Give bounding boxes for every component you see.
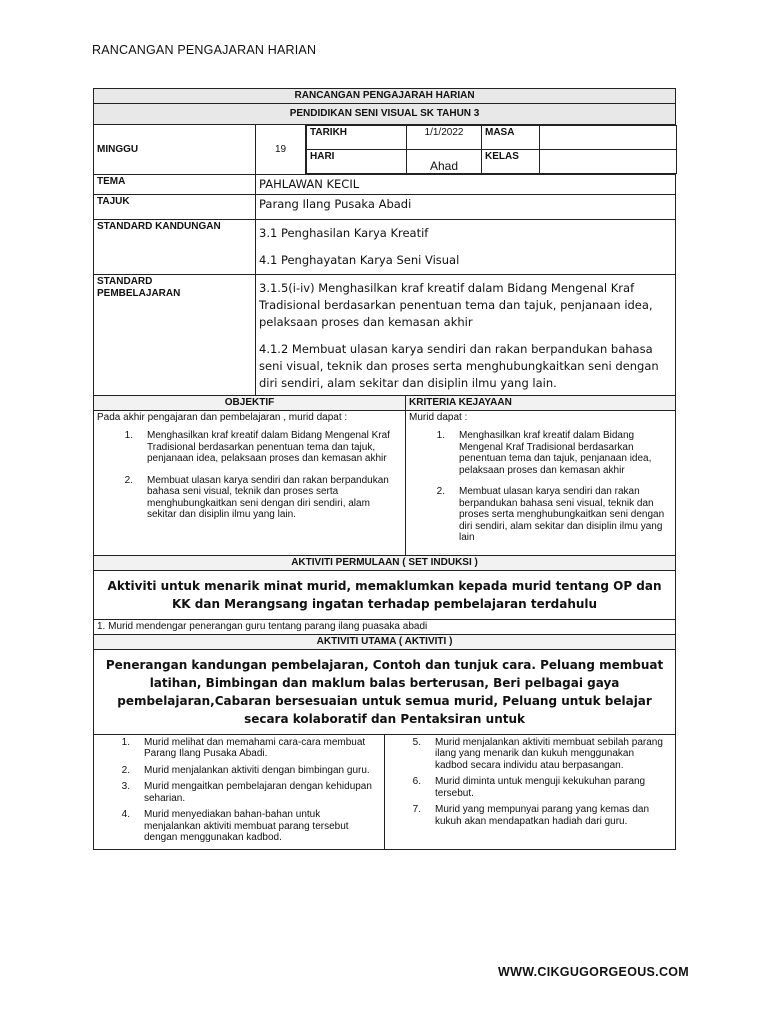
list-item — [385, 737, 675, 772]
objektif-intro: Pada akhir pengajaran dan pembelajaran , murid dapat : — [97, 412, 348, 423]
item-number: 2. — [121, 764, 130, 776]
kriteria-heading: KRITERIA KEJAYAAN — [406, 396, 676, 411]
utama-right-column — [385, 735, 675, 849]
tajuk-value: Parang Ilang Pusaka Abadi — [256, 195, 676, 220]
item-number: 3. — [121, 781, 130, 792]
item-text: Murid menyediakan bahan-bahan untuk menjalankan aktiviti membuat parang tersebut dengan menggunakan kadbod. — [144, 809, 349, 843]
utama-activities — [94, 734, 676, 849]
item-number: 1. — [436, 430, 445, 441]
sp-item: 4.1.2 Membuat ulasan karya sendiri dan rakan berpandukan bahasa seni visual, teknik dan proses serta menghubungkaitkan seni dengan diri sendiri, alam sekitar dan disiplin ilmu yang lain. — [259, 342, 659, 390]
document-header: RANCANGAN PENGAJARAN HARIAN — [92, 43, 317, 57]
utama-description: Penerangan kandungan pembelajaran, Contoh dan tunjuk cara. Peluang membuat latihan, Bimbingan dan maklum balas berterusan, Beri pelbagai gaya pembelajaran,Cabaran bersesuaian untuk semua murid, Peluang untuk belajar secara kolaboratif dan Pentaksiran untuk — [94, 649, 676, 734]
sp-label-line2: PEMBELAJARAN — [97, 288, 181, 299]
list-item — [409, 486, 672, 544]
sp-item: 3.1.5(i-iv) Menghasilkan kraf kreatif dalam Bidang Mengenal Kraf Tradisional berdasarkan penentuan tema dan tajuk, penjanaan idea, pelaksaan proses dan kemasan akhir — [259, 281, 653, 329]
list-item — [385, 804, 675, 827]
sk-item: 4.1 Penghayatan Karya Seni Visual — [259, 253, 460, 267]
masa-value — [540, 126, 677, 150]
item-number: 1. — [121, 736, 130, 748]
item-number: 5. — [412, 736, 421, 748]
item-text: Murid menjalankan aktiviti dengan bimbingan guru. — [144, 764, 370, 776]
kriteria-intro: Murid dapat : — [409, 412, 468, 423]
objektif-cell — [94, 411, 406, 556]
tarikh-label: TARIKH — [307, 126, 407, 150]
list-item — [409, 430, 672, 476]
item-number: 2. — [436, 486, 445, 497]
date-time-grid — [306, 125, 677, 174]
list-item — [385, 776, 675, 799]
hari-value: Ahad — [407, 150, 482, 174]
item-text: Murid yang mempunyai parang yang kemas dan kukuh akan mendapatkan hadiah dari guru. — [435, 804, 650, 827]
item-number: 2. — [124, 474, 133, 486]
list-item — [97, 430, 402, 465]
item-text: Menghasilkan kraf kreatif dalam Bidang Mengenal Kraf Tradisional berdasarkan penentuan tema dan tajuk, penjanaan idea, pelaksaan proses dan kemasan akhir — [147, 430, 390, 464]
tema-label: TEMA — [94, 175, 256, 195]
lesson-plan-table — [93, 88, 676, 850]
list-item — [97, 475, 402, 521]
masa-label: MASA — [482, 126, 540, 150]
item-number: 6. — [412, 776, 421, 787]
kriteria-cell — [406, 411, 676, 556]
objektif-heading: OBJEKTIF — [94, 396, 406, 411]
minggu-value: 19 — [256, 125, 306, 175]
utama-heading: AKTIVITI UTAMA ( AKTIVITI ) — [94, 634, 676, 649]
sk-item: 3.1 Penghasilan Karya Kreatif — [259, 226, 429, 240]
subject-title: PENDIDIKAN SENI VISUAL SK TAHUN 3 — [94, 104, 676, 125]
permulaan-item: 1. Murid mendengar penerangan guru tentang parang ilang puasaka abadi — [94, 619, 676, 634]
hari-label: HARI — [307, 150, 407, 174]
permulaan-heading: AKTIVITI PERMULAAN ( SET INDUKSI ) — [94, 555, 676, 570]
item-text: Murid melihat dan memahami cara-cara membuat Parang Ilang Pusaka Abadi. — [144, 736, 366, 759]
utama-right-list — [385, 737, 675, 828]
list-item — [94, 737, 384, 760]
item-text: Menghasilkan kraf kreatif dalam Bidang Mengenal Kraf Tradisional berdasarkan penentuan tema dan tajuk, penjanaan idea, pelaksaan proses dan kemasan akhir — [459, 430, 652, 476]
plan-title: RANCANGAN PENGAJARAH HARIAN — [94, 89, 676, 104]
kelas-label: KELAS — [482, 150, 540, 174]
tajuk-label: TAJUK — [94, 195, 256, 220]
permulaan-description: Aktiviti untuk menarik minat murid, memaklumkan kepada murid tentang OP dan KK dan Merangsang ingatan terhadap pembelajaran terdahulu — [94, 570, 676, 619]
item-number: 7. — [412, 804, 421, 815]
list-item — [94, 809, 384, 844]
utama-left-column — [94, 735, 385, 849]
list-item — [94, 781, 384, 804]
tema-value: PAHLAWAN KECIL — [256, 175, 676, 195]
kelas-value — [540, 150, 677, 174]
sp-label — [94, 275, 256, 396]
item-text: Murid mengaitkan pembelajaran dengan kehidupan seharian. — [144, 781, 372, 804]
tarikh-value: 1/1/2022 — [407, 126, 482, 150]
minggu-label: MINGGU — [94, 125, 256, 175]
item-text: Membuat ulasan karya sendiri dan rakan berpandukan bahasa seni visual, teknik dan proses serta menghubungkaitkan seni dengan diri sendiri, alam sekitar dan disiplin ilmu yang lain. — [147, 474, 389, 520]
list-item — [94, 765, 384, 777]
sp-content — [256, 275, 676, 396]
item-text: Membuat ulasan karya sendiri dan rakan berpandukan bahasa seni visual, teknik dan proses serta menghubungkaitkan seni dengan diri sendiri, alam sekitar dan disiplin ilmu yang lain — [459, 486, 665, 543]
item-text: Murid diminta untuk menguji kekukuhan parang tersebut. — [435, 776, 646, 799]
item-text: Murid menjalankan aktiviti membuat sebilah parang ilang yang menarik dan kukuh menggunakan kadbod secara individu atau berpasangan. — [435, 736, 663, 771]
kriteria-list — [409, 430, 672, 544]
objektif-list — [97, 430, 402, 521]
sk-content — [256, 220, 676, 275]
sk-label: STANDARD KANDUNGAN — [94, 220, 256, 275]
utama-left-list — [94, 737, 384, 844]
sp-label-line1: STANDARD — [97, 276, 153, 287]
footer-website[interactable]: WWW.CIKGUGORGEOUS.COM — [498, 965, 690, 979]
item-number: 4. — [121, 809, 130, 820]
item-number: 1. — [124, 430, 133, 441]
